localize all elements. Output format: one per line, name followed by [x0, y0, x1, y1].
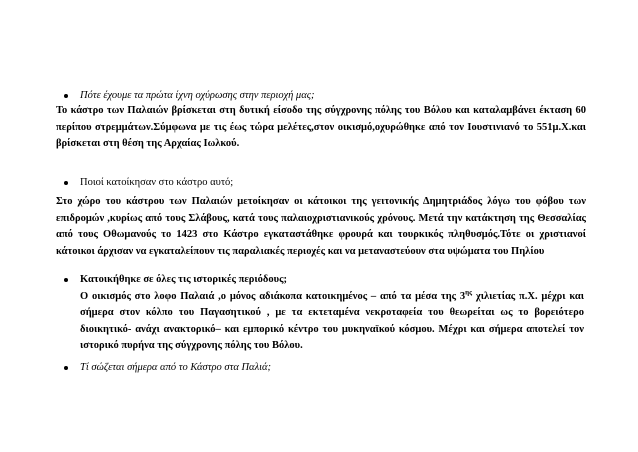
question-inhabitants: Ποιοί κατοίκησαν στο κάστρο αυτό; [64, 175, 584, 191]
question-first-traces: Πότε έχουμε τα πρώτα ίχνη οχύρωσης στην περιοχή μας; [64, 88, 584, 104]
bullet-settlement-text-b: χιλιετίας π.Χ. μέχρι και σήμερα στον κόλπο του Παγασητικού , με τα εκτεταμένα νεκροταφεία του θεωρείται ως το βορειότερο διοικητικό- ανάχι ανακτορικό– και εμπορικό κέντρο του μυκηναϊκού κόσμου. Μέχρι και σήμερα αποτελεί τον ιστορικό πυρήνα της σύγχρονης πόλης του Βόλου. [80, 290, 584, 351]
bullet-icon [64, 181, 68, 185]
paragraph-inhabitants-history: Στο χώρο του κάστρου των Παλαιών μετοίκησαν οι κάτοικοι της γειτονικής Δημητριάδος λόγω του φόβου των επιδρομών ,κυρίως από τους Σλάβους, κατά τους παλαιοχριστιανικούς χρόνους. Μετά την κατάκτηση της Θεσσαλίας από τους Οθωμανούς το 1423 στο Κάστρο εγκαταστάθηκε φρουρά και τουρκικός πληθυσμός.Τότε οι χριστιανοί κάτοικοι άρχισαν να εγκαταλείπουν τις παραλιακές περιοχές και να μεταναστεύουν στα υψώματα του Πηλίου [56, 196, 586, 257]
bullet-settlement-title: Κατοικήθηκε σε όλες τις ιστορικές περιόδους; [80, 274, 288, 285]
bullet-settlement-periods [64, 272, 584, 355]
bullet-icon [64, 366, 68, 370]
bullet-settlement-text-a: Ο οικισμός στο λοφο Παλαιά ,ο μόνος αδιάκοπα κατοικημένος – από τα μέσα της 3 [80, 290, 466, 302]
superscript-ordinal: ης [465, 288, 473, 296]
bullet-icon [64, 94, 68, 98]
bullet-icon [64, 278, 68, 282]
paragraph-castle-location: Το κάστρο των Παλαιών βρίσκεται στη δυτική είσοδο της σύγχρονης πόλης του Βόλου και καταλαμβάνει έκταση 60 περίπου στρεμμάτων.Σύμφωνα με τις έως τώρα μελέτες,στον οικισμό,οχυρώθηκε από τον Ιουστινιανό το 551μ.Χ.και βρίσκεται στη θέση της Αρχαίας Ιωλκού. [56, 105, 586, 149]
question-what-remains: Τί σώζεται σήμερα από το Κάστρο στα Παλιά; [64, 360, 584, 376]
